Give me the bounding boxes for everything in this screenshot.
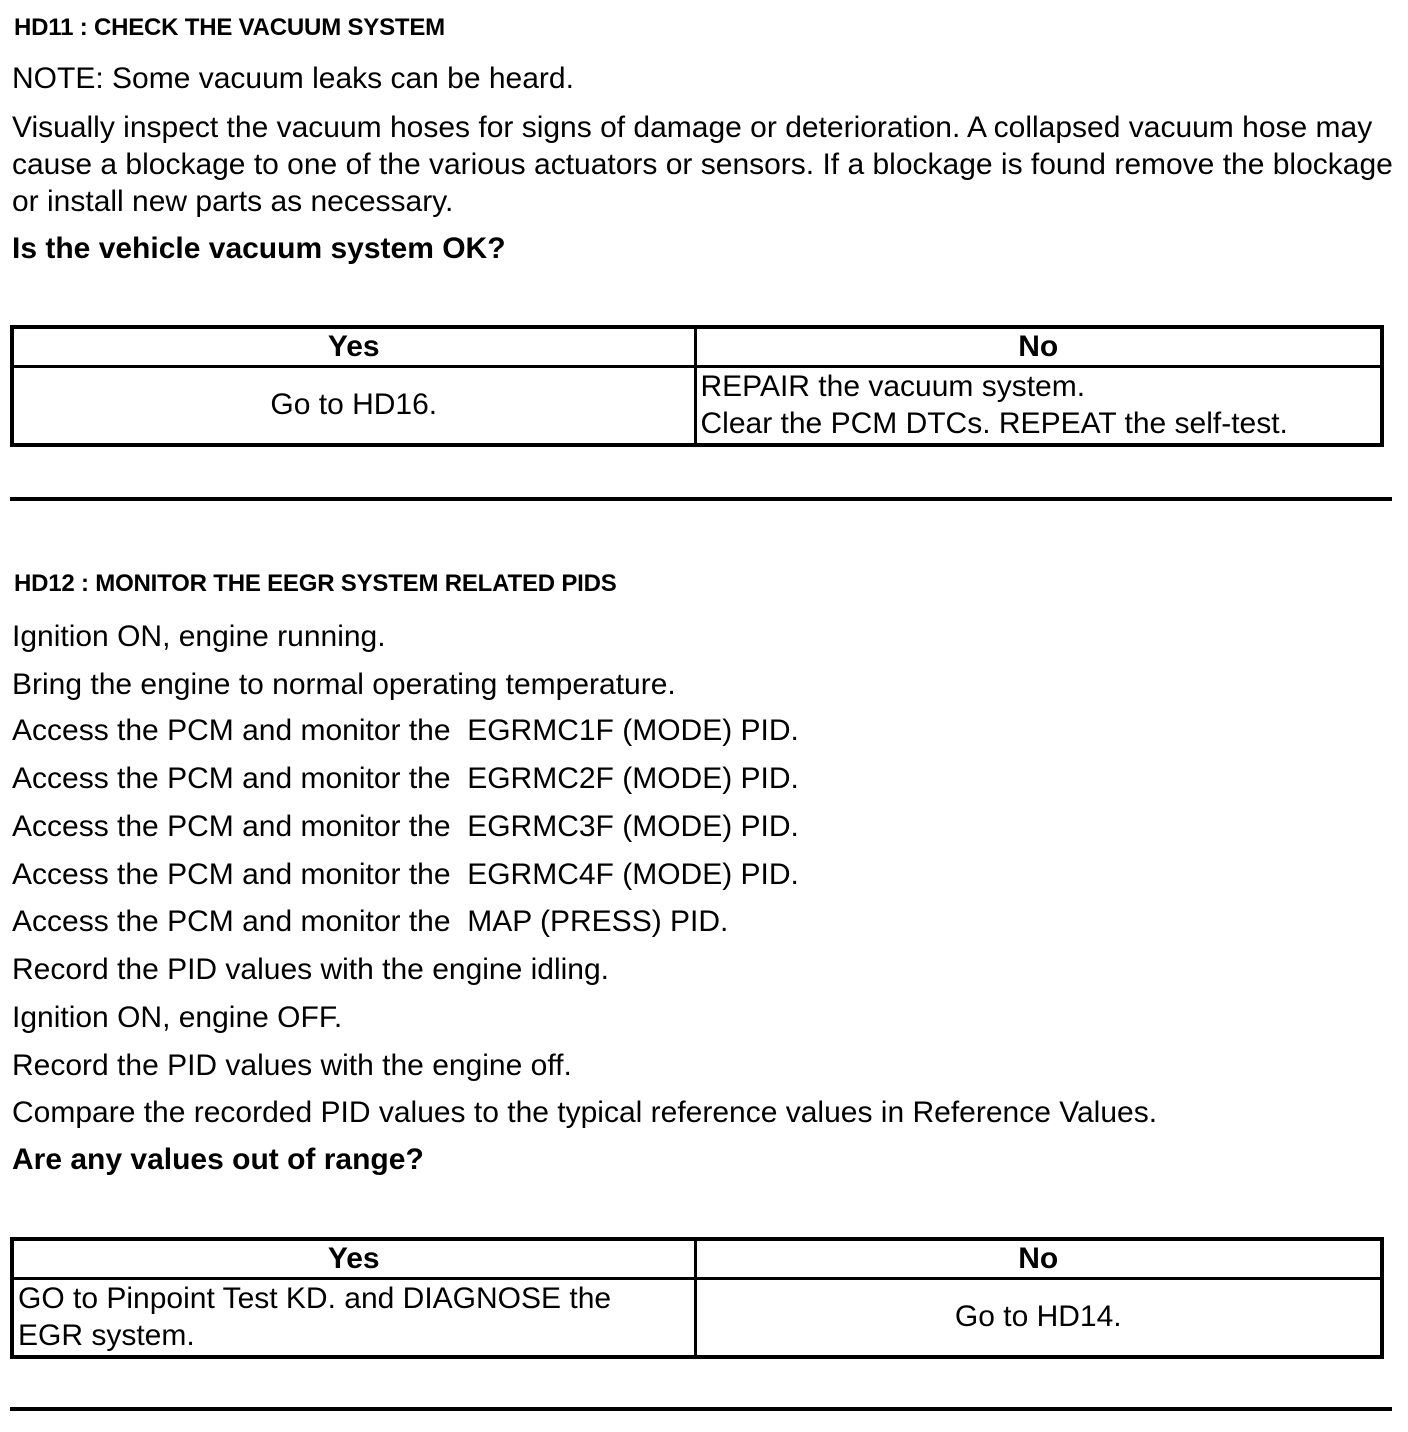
hd12-step: Access the PCM and monitor the EGRMC2F (MODE) PID. xyxy=(12,762,799,795)
hd12-step: Ignition ON, engine OFF. xyxy=(12,1001,343,1034)
hd12-step: Compare the recorded PID values to the typical reference values in Reference Values. xyxy=(12,1096,1158,1129)
hd12-step: Record the PID values with the engine idling. xyxy=(12,953,610,986)
hd11-no-action-line2: Clear the PCM DTCs. REPEAT the self-test. xyxy=(700,407,1288,441)
hd12-step: Access the PCM and monitor the EGRMC1F (MODE) PID. xyxy=(12,714,799,747)
hd12-question: Are any values out of range? xyxy=(12,1143,424,1176)
hd12-no-action: Go to HD14. xyxy=(695,1279,1382,1357)
hd11-heading: HD11 : CHECK THE VACUUM SYSTEM xyxy=(14,14,445,41)
hd12-yes-action-line1: GO to Pinpoint Test KD. and DIAGNOSE the xyxy=(18,1282,612,1316)
hd12-step: Access the PCM and monitor the EGRMC4F (MODE) PID. xyxy=(12,858,799,891)
hd11-question: Is the vehicle vacuum system OK? xyxy=(12,232,506,265)
hd12-step: Ignition ON, engine running. xyxy=(12,620,386,653)
hd11-decision-table xyxy=(10,325,1384,447)
hd12-step: Access the PCM and monitor the EGRMC3F (MODE) PID. xyxy=(12,810,799,843)
hd11-note: NOTE: Some vacuum leaks can be heard. xyxy=(12,62,574,95)
section-divider xyxy=(10,497,1392,501)
hd11-no-action-line1: REPAIR the vacuum system. xyxy=(700,370,1086,404)
hd12-heading: HD12 : MONITOR THE EEGR SYSTEM RELATED PIDS xyxy=(14,570,617,597)
section-divider xyxy=(10,1407,1392,1411)
hd11-no-action xyxy=(695,367,1382,445)
hd12-step: Access the PCM and monitor the MAP (PRESS) PID. xyxy=(12,905,729,938)
hd12-yes-action-line2: EGR system. xyxy=(18,1319,195,1353)
hd12-yes-action xyxy=(12,1279,695,1357)
hd11-yes-action: Go to HD16. xyxy=(12,367,695,445)
hd12-yes-header: Yes xyxy=(12,1239,695,1279)
hd12-no-header: No xyxy=(695,1239,1382,1279)
hd12-step: Bring the engine to normal operating temperature. xyxy=(12,668,676,701)
hd12-step: Record the PID values with the engine off. xyxy=(12,1049,572,1082)
hd11-no-header: No xyxy=(695,327,1382,367)
hd11-yes-header: Yes xyxy=(12,327,695,367)
hd12-decision-table xyxy=(10,1237,1384,1359)
hd11-instruction: Visually inspect the vacuum hoses for signs of damage or deterioration. A collapsed vacuum hose may cause a blockage to one of the various actuators or sensors. If a blockage is found remove the blockage or install new parts as necessary. xyxy=(12,111,1393,218)
